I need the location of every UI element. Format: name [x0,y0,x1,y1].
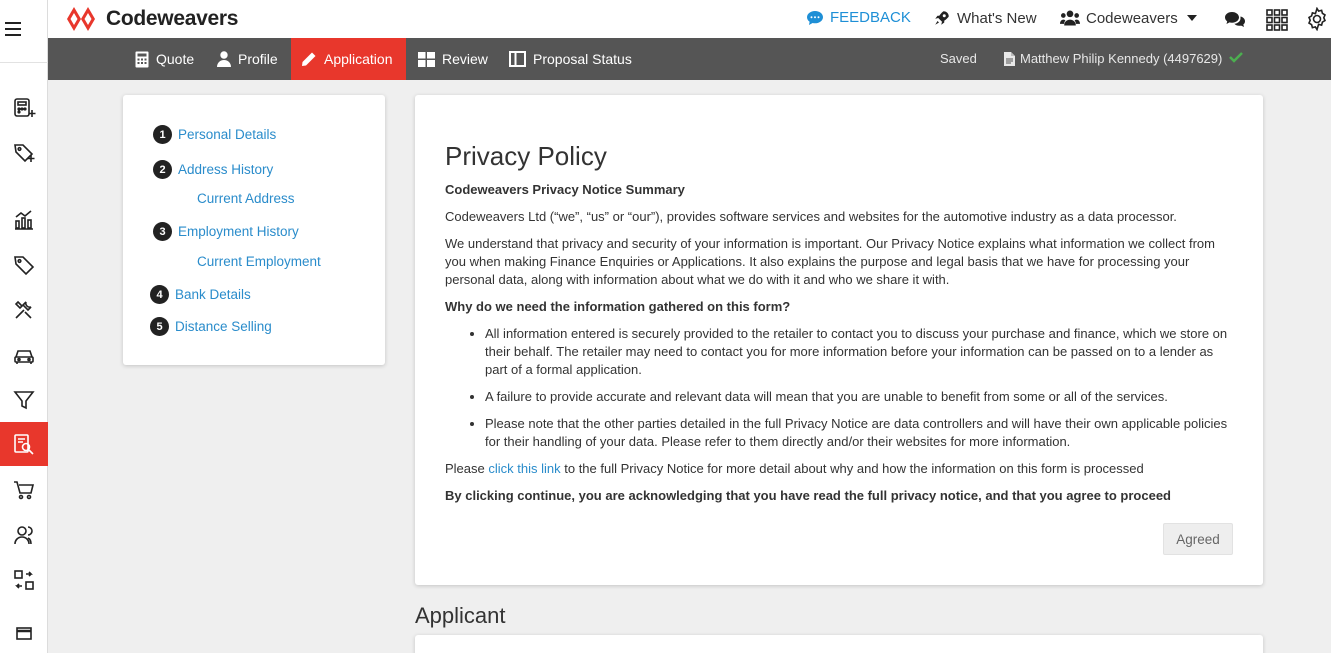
whats-new-label: What's New [957,9,1037,27]
privacy-paragraph: We understand that privacy and security of your information is important. Our Privacy Notice explains what information we collect from you when making Finance Enquiries or Applications. It also explains the purpose and legal basis that we have for processing your personal data, along with information about what we do with it and who we share it with. [445,236,1215,287]
substep-current-employment[interactable]: Current Employment [197,254,321,269]
apps-grid-icon[interactable] [1266,9,1288,36]
tab-review-label: Review [442,51,488,67]
step-number: 4 [150,285,169,304]
tab-profile-label: Profile [238,51,278,67]
rocket-icon [933,9,951,27]
step-personal-details[interactable] [153,125,276,144]
calculator-icon [135,51,149,68]
step-number: 1 [153,125,172,144]
funnel-icon[interactable] [0,380,48,420]
privacy-content [445,181,1235,514]
brand-name: Codeweavers [106,7,239,30]
tab-quote-label: Quote [156,51,195,67]
user-menu-dropdown[interactable] [1060,9,1203,27]
feedback-chat-icon [806,10,824,26]
rail-divider [0,62,48,63]
step-label: Employment History [178,224,299,239]
link-prefix: Please [445,461,489,476]
chevron-down-icon [1187,15,1197,21]
document-icon [1004,52,1015,66]
top-header [48,0,1331,38]
feedback-label: FEEDBACK [830,9,911,26]
step-bank-details[interactable] [150,285,251,304]
whats-new-link[interactable] [933,9,1037,27]
feedback-link[interactable] [806,9,911,26]
applicant-info [1004,51,1222,66]
link-suffix: to the full Privacy Notice for more detail about why and how the information on this form is processed [560,461,1144,476]
step-label: Bank Details [175,287,251,302]
hamburger-menu-icon[interactable] [5,18,23,38]
calculator-plus-icon[interactable] [0,88,48,128]
cart-icon[interactable] [0,470,48,510]
users-icon[interactable] [0,515,48,555]
privacy-notice-link[interactable]: click this link [488,461,561,476]
check-icon [1229,51,1243,63]
step-distance-selling[interactable] [150,317,272,336]
codeweavers-logo-icon [66,5,100,33]
left-rail [0,0,48,653]
saved-status: Saved [940,51,977,66]
substep-current-address[interactable]: Current Address [197,191,295,206]
step-number: 3 [153,222,172,241]
tab-application-label: Application [324,51,393,67]
user-menu-label: Codeweavers [1086,9,1178,27]
step-address-history[interactable] [153,160,273,179]
step-employment-history[interactable] [153,222,299,241]
step-label: Personal Details [178,127,277,142]
car-icon[interactable] [0,335,48,375]
privacy-title: Privacy Policy [445,141,607,171]
step-number: 2 [153,160,172,179]
window-icon[interactable] [0,613,48,653]
privacy-bullet: • Please note that the other parties detailed in the full Privacy Notice are data controllers and will have their own applicable policies for their handling of your data. Please refer to them directly and/or their websites for more information. [485,415,1235,451]
tab-profile[interactable] [207,38,289,80]
chat-icon[interactable] [1224,11,1246,34]
analytics-icon[interactable] [0,200,48,240]
pencil-icon [301,51,317,67]
step-label: Distance Selling [175,319,272,334]
tab-application[interactable] [291,38,406,80]
step-label: Address History [178,162,274,177]
transfer-icon[interactable] [0,560,48,600]
columns-icon [509,51,526,67]
tab-proposal-status[interactable] [499,38,643,80]
person-icon [217,51,231,67]
tag-plus-icon[interactable] [0,133,48,173]
privacy-bullet-list [485,325,1235,451]
tag-icon[interactable] [0,245,48,285]
application-navbar [48,38,1331,80]
tab-proposal-status-label: Proposal Status [533,51,632,67]
applicant-heading: Applicant [415,603,506,628]
applicant-card [415,635,1263,653]
privacy-paragraph: Codeweavers Ltd (“we”, “us” or “our”), provides software services and websites for the automotive industry as a data processor. [445,209,1177,224]
applicant-name: Matthew Philip Kennedy (4497629) [1020,51,1223,66]
privacy-acknowledgement: By clicking continue, you are acknowledging that you have read the full privacy notice, and that you agree to proceed [445,488,1171,503]
tab-review[interactable] [408,38,499,80]
privacy-link-paragraph [445,460,1235,478]
agreed-button[interactable]: Agreed [1163,523,1233,555]
privacy-policy-card [415,95,1263,585]
privacy-summary-heading: Codeweavers Privacy Notice Summary [445,182,685,197]
tab-quote[interactable] [125,38,205,80]
application-steps-panel [123,95,385,365]
privacy-why-heading: Why do we need the information gathered on this form? [445,299,791,314]
privacy-bullet: • A failure to provide accurate and relevant data will mean that you are unable to benefit from some or all of the services. [485,388,1235,406]
grid-icon [418,52,435,67]
step-number: 5 [150,317,169,336]
tools-icon[interactable] [0,290,48,330]
brand-logo[interactable] [66,5,238,33]
search-document-icon[interactable] [0,422,48,466]
users-group-icon [1060,9,1080,27]
privacy-bullet: • All information entered is securely provided to the retailer to contact you to discuss your purchase and finance, which we store on their behalf. The retailer may need to contact you for more information before your information can be passed on to a lender as part of a formal application. [485,325,1235,379]
settings-icon[interactable] [1305,7,1329,36]
